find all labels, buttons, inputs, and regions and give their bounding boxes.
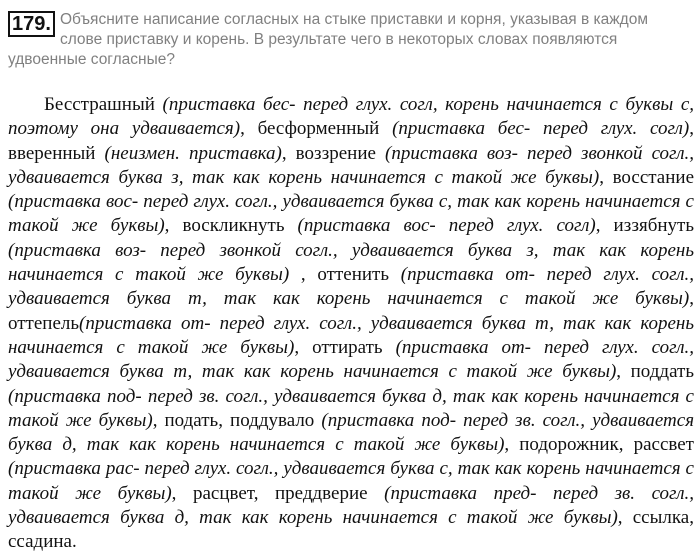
answer-note: (приставка под- перед зв. согл., удваивается буква д, так как корень начинается с такой же буквы) [8, 409, 695, 456]
answer-note: (приставка под- перед зв. согл., удваивается буква д, так как корень начинается с такой же буквы) [8, 385, 694, 431]
answer-punct: , [294, 336, 300, 358]
answer-punct: , [171, 482, 177, 504]
answer-note: (приставка бес- перед глух. согл, корень начинается с буквы с, поэтому она удваивается) [8, 94, 695, 140]
answer-punct: , [289, 264, 306, 286]
answer-word: оттенить [317, 264, 390, 286]
answer-word: иззябнуть [613, 215, 694, 237]
answer-punct: , [617, 507, 623, 529]
answer-punct: , [689, 507, 694, 529]
answer-word: воскликнуть [182, 215, 285, 237]
answer-word: рассвет [633, 434, 694, 456]
answer-note: (приставка бес- перед глух. согл) [392, 118, 690, 140]
answer-word: расцвет [192, 482, 254, 504]
answer-punct: . [71, 531, 77, 553]
answer-punct: , [240, 118, 245, 140]
answer-word: Бесстрашный [44, 94, 155, 115]
answer-item [8, 531, 77, 552]
answer-word: подорожник [519, 434, 619, 456]
answer-item [633, 507, 694, 528]
answer-punct: , [689, 288, 694, 310]
answer-punct: , [253, 482, 259, 504]
answer-word: восстание [612, 166, 695, 188]
task-header [8, 10, 690, 70]
answer-punct: , [618, 434, 624, 456]
answer-note: (приставка от- перед глух. согл., удваивается буква т, так как корень начинается с такой же буквы) [8, 264, 695, 310]
answer-note: (приставка вос- перед глух. согл., удваивается буква с, так как корень начинается с такой же буквы) [8, 191, 694, 237]
answer-punct: , [504, 434, 510, 456]
answer-item [182, 215, 600, 236]
answer-word: оттепель [8, 312, 80, 334]
answer-punct: , [616, 361, 622, 383]
answer-word: преддверие [275, 482, 368, 504]
answer-punct: , [152, 409, 158, 431]
answer-item [8, 143, 287, 164]
answer-word: бесформенный [257, 118, 380, 140]
answer-note: (приставка вос- перед глух. согл) [297, 215, 596, 237]
answer-word: вверенный [8, 142, 96, 164]
task-instruction: Объясните написание согласных на стыке приставки и корня, указывая в каждом слове приставку и корень. В результате чего в некоторых словах появляются удвоенные согласные? [8, 11, 648, 68]
answer-word: оттирать [312, 336, 383, 358]
answer-word: поддувало [230, 409, 315, 431]
answer-punct: , [599, 166, 604, 188]
answer-note: (приставка воз- перед звонкой согл., удваивается буква з, так как корень начинается с такой же буквы) [8, 239, 694, 286]
answer-punct: , [218, 409, 223, 431]
answer-word: подать [164, 409, 219, 431]
answer-punct: , [689, 118, 694, 140]
answer-note: (приставка от- перед глух. согл., удваивается буква т, так как корень начинается с такой же буквы) [8, 336, 695, 383]
answer-word: ссадина [8, 531, 72, 553]
answer-item [165, 410, 223, 431]
answer-word: ссылка [632, 507, 690, 529]
answer-note: (приставка пред- перед зв. согл., удваивается буква д, так как корень начинается с такой же буквы) [8, 482, 694, 529]
answer-note: (приставка рас- перед глух. согл., удваивается буква с, так как корень начинается с такой же буквы) [8, 458, 694, 504]
answer-note: (приставка от- перед глух. согл., удваивается буква т, так как корень начинается с такой же буквы) [8, 312, 694, 358]
answer-item [258, 118, 694, 139]
answer-punct: , [281, 142, 287, 164]
task-number: 179. [8, 11, 55, 37]
answer-punct: , [164, 215, 170, 237]
answer-word: воззрение [295, 142, 376, 164]
answer-text [8, 93, 694, 555]
answer-note: (неизмен. приставка) [104, 142, 282, 164]
answer-item [519, 434, 623, 455]
answer-note: (приставка воз- перед звонкой согл., удваивается буква з, так как корень начинается с такой же буквы) [8, 142, 694, 188]
answer-word: поддать [630, 361, 695, 383]
answer-punct: , [595, 215, 601, 237]
answer-item [193, 483, 258, 504]
